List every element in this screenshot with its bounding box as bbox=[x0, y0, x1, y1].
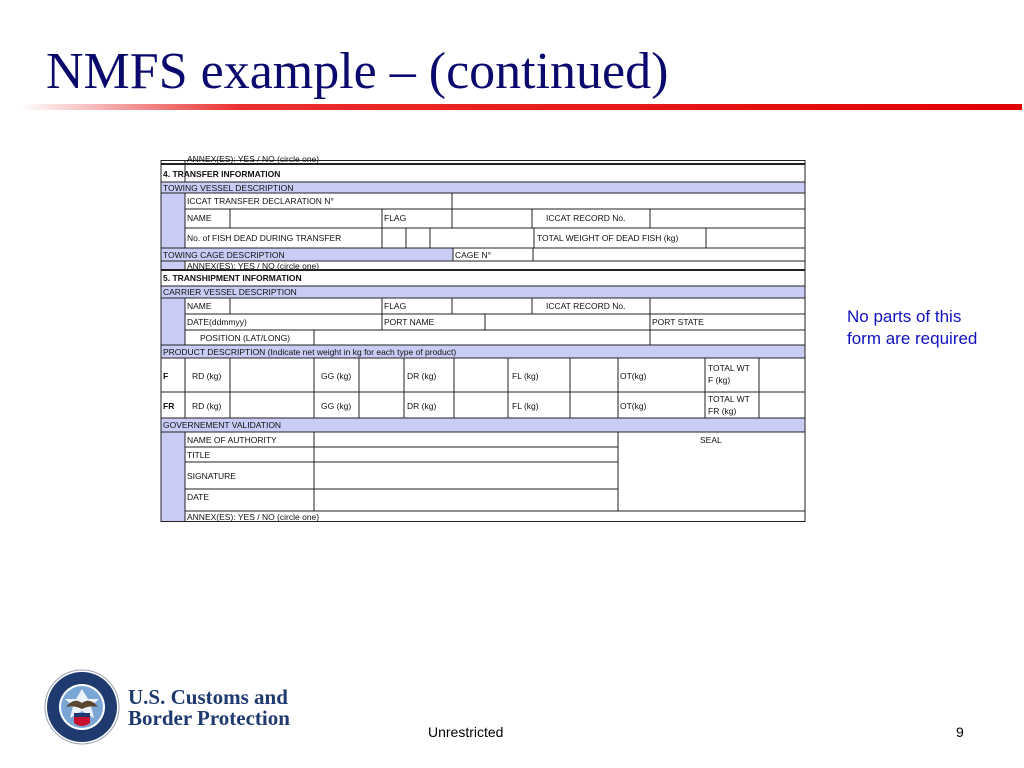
row-f-total-2: F (kg) bbox=[708, 375, 731, 385]
total-weight-label: TOTAL WEIGHT OF DEAD FISH (kg) bbox=[537, 233, 679, 243]
row-fr-label: FR bbox=[163, 401, 175, 411]
title-underline bbox=[20, 104, 1022, 110]
name-label: NAME bbox=[187, 213, 212, 223]
fish-dead-label: No. of FISH DEAD DURING TRANSFER bbox=[187, 233, 342, 243]
slide-title: NMFS example – (continued) bbox=[46, 43, 669, 100]
iccat-form-image bbox=[160, 154, 806, 523]
seal-label: SEAL bbox=[700, 435, 722, 445]
row-fr-fl: FL (kg) bbox=[512, 401, 539, 411]
cage-header: TOWING CAGE DESCRIPTION bbox=[163, 250, 285, 260]
row-f-label: F bbox=[163, 371, 169, 381]
gov-header: GOVERNEMENT VALIDATION bbox=[163, 420, 282, 430]
title-label: TITLE bbox=[187, 450, 211, 460]
logo-line-2: Border Protection bbox=[128, 706, 290, 730]
towing-vessel-header: TOWING VESSEL DESCRIPTION bbox=[163, 183, 294, 193]
port-name-label: PORT NAME bbox=[384, 317, 435, 327]
row-fr-gg: GG (kg) bbox=[321, 401, 352, 411]
logo-line-1: U.S. Customs and bbox=[128, 685, 288, 709]
carrier-record-label: ICCAT RECORD No. bbox=[546, 301, 626, 311]
footer-classification: Unrestricted bbox=[428, 724, 504, 740]
dhs-seal-icon bbox=[44, 669, 120, 745]
section4-title: 4. TRANSFER INFORMATION bbox=[163, 169, 281, 179]
agency-logo-text bbox=[128, 687, 290, 729]
product-header: PRODUCT DESCRIPTION (Indicate net weight in kg for each type of product) bbox=[163, 347, 457, 357]
row-f-gg: GG (kg) bbox=[321, 371, 352, 381]
form-grid bbox=[160, 154, 806, 523]
date-label: DATE(ddmmyy) bbox=[187, 317, 247, 327]
signature-label: SIGNATURE bbox=[187, 471, 236, 481]
row-fr-total-2: FR (kg) bbox=[708, 406, 737, 416]
row-fr-dr: DR (kg) bbox=[407, 401, 437, 411]
date2-label: DATE bbox=[187, 492, 210, 502]
authority-label: NAME OF AUTHORITY bbox=[187, 435, 277, 445]
row-fr-total-1: TOTAL WT bbox=[708, 394, 750, 404]
row-f-rd: RD (kg) bbox=[192, 371, 222, 381]
row-f-dr: DR (kg) bbox=[407, 371, 437, 381]
page-number: 9 bbox=[956, 724, 964, 740]
annex-line-4: ANNEX(ES): YES / NO (circle one) bbox=[187, 261, 320, 271]
record-label: ICCAT RECORD No. bbox=[546, 213, 626, 223]
position-label: POSITION (LAT/LONG) bbox=[200, 333, 291, 343]
carrier-header: CARRIER VESSEL DESCRIPTION bbox=[163, 287, 297, 297]
carrier-flag-label: FLAG bbox=[384, 301, 407, 311]
row-f-total-1: TOTAL WT bbox=[708, 363, 750, 373]
port-state-label: PORT STATE bbox=[652, 317, 704, 327]
side-note: No parts of this form are required bbox=[847, 307, 978, 348]
annex-clipped: ANNEX(ES): YES / NO (circle one) bbox=[187, 154, 320, 164]
section5-title: 5. TRANSHIPMENT INFORMATION bbox=[163, 273, 302, 283]
row-f-fl: FL (kg) bbox=[512, 371, 539, 381]
carrier-name-label: NAME bbox=[187, 301, 212, 311]
declaration-label: ICCAT TRANSFER DECLARATION N° bbox=[187, 196, 334, 206]
row-f-ot: OT(kg) bbox=[620, 371, 647, 381]
annex-line-5: ANNEX(ES): YES / NO (circle one) bbox=[187, 512, 320, 522]
flag-label: FLAG bbox=[384, 213, 407, 223]
row-fr-rd: RD (kg) bbox=[192, 401, 222, 411]
cage-no-label: CAGE N° bbox=[455, 250, 491, 260]
row-fr-ot: OT(kg) bbox=[620, 401, 647, 411]
